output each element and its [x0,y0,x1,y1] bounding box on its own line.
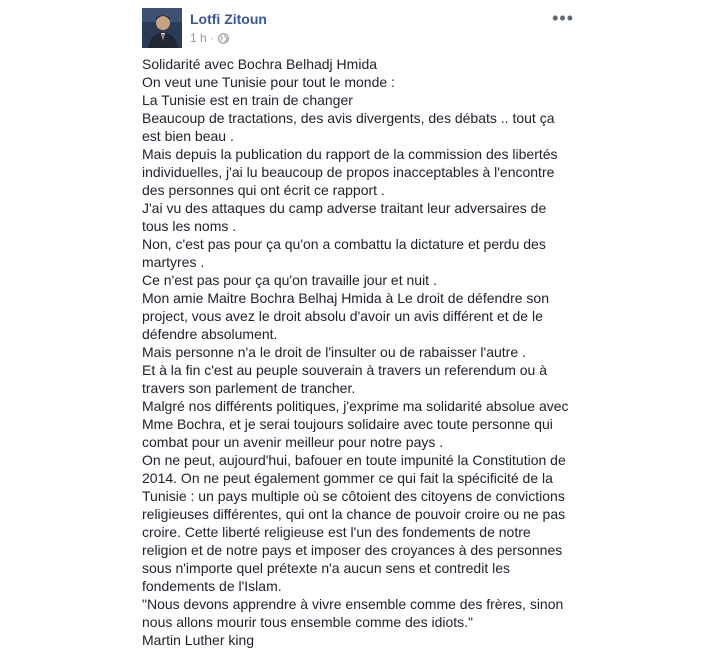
post-line: Malgré nos différents politiques, j'exprime ma solidarité absolue avec Mme Bochra, et je serai toujours solidaire avec toute personne qui combat pour un avenir meilleur pour notre pays . [142,398,569,450]
post-line: Solidarité avec Bochra Belhadj Hmida [142,56,378,72]
post-line: On veut une Tunisie pour tout le monde : [142,74,395,90]
post-line: Et à la fin c'est au peuple souverain à travers un referendum ou à travers son parlement de trancher. [142,362,548,396]
post-body [142,55,574,649]
post-line: La Tunisie est en train de changer [142,92,353,108]
post-line: Non, c'est pas pour ça qu'on a combattu la dictature et perdu des martyres . [142,236,546,270]
post-line: Ce n'est pas pour ça qu'on travaille jour et nuit . [142,272,437,288]
meta-separator: · [209,31,214,45]
post-line: Martin Luther king [142,632,255,648]
globe-icon[interactable] [218,33,229,44]
profile-photo-icon [142,8,182,48]
author-name[interactable]: Lotfi Zitoun [190,11,267,27]
facebook-post [130,0,580,648]
post-line: J'ai vu des attaques du camp adverse traitant leur adversaires de tous les noms . [142,200,547,234]
post-meta [190,31,229,45]
post-header [142,8,582,48]
post-line: Mais depuis la publication du rapport de la commission des libertés individuelles, j'ai lu beaucoup de propos inacceptables à l'encontre des personnes qui ont écrit ce rapport . [142,146,558,198]
post-line: "Nous devons apprendre à vivre ensemble comme des frères, sinon nous allons mourir tous ensemble comme des idiots." [142,596,564,630]
post-line: Mon amie Maitre Bochra Belhaj Hmida à Le droit de défendre son project, vous avez le droit absolu d'avoir un avis différent et de le défendre absolument. [142,290,549,342]
post-timestamp[interactable]: 1 h [190,31,207,45]
post-line: On ne peut, aujourd'hui, bafouer en toute impunité la Constitution de 2014. On ne peut également gommer ce qui fait la spécificité de la Tunisie : un pays multiple où se côtoient des citoyens de convictions religieuses différentes, qui ont la chance de pouvoir croire ou ne pas croire. Cette liberté religieuse est l'un des fondements de notre religion et de notre pays et imposer des croyances à des personnes sous n'importe quel prétexte n'a aucun sens et contredit les fondements de l'Islam. [142,452,566,594]
avatar[interactable] [142,8,182,48]
more-options-icon[interactable]: ••• [552,8,574,28]
post-line: Beaucoup de tractations, des avis divergents, des débats .. tout ça est bien beau . [142,110,555,144]
post-line: Mais personne n'a le droit de l'insulter ou de rabaisser l'autre . [142,344,526,360]
